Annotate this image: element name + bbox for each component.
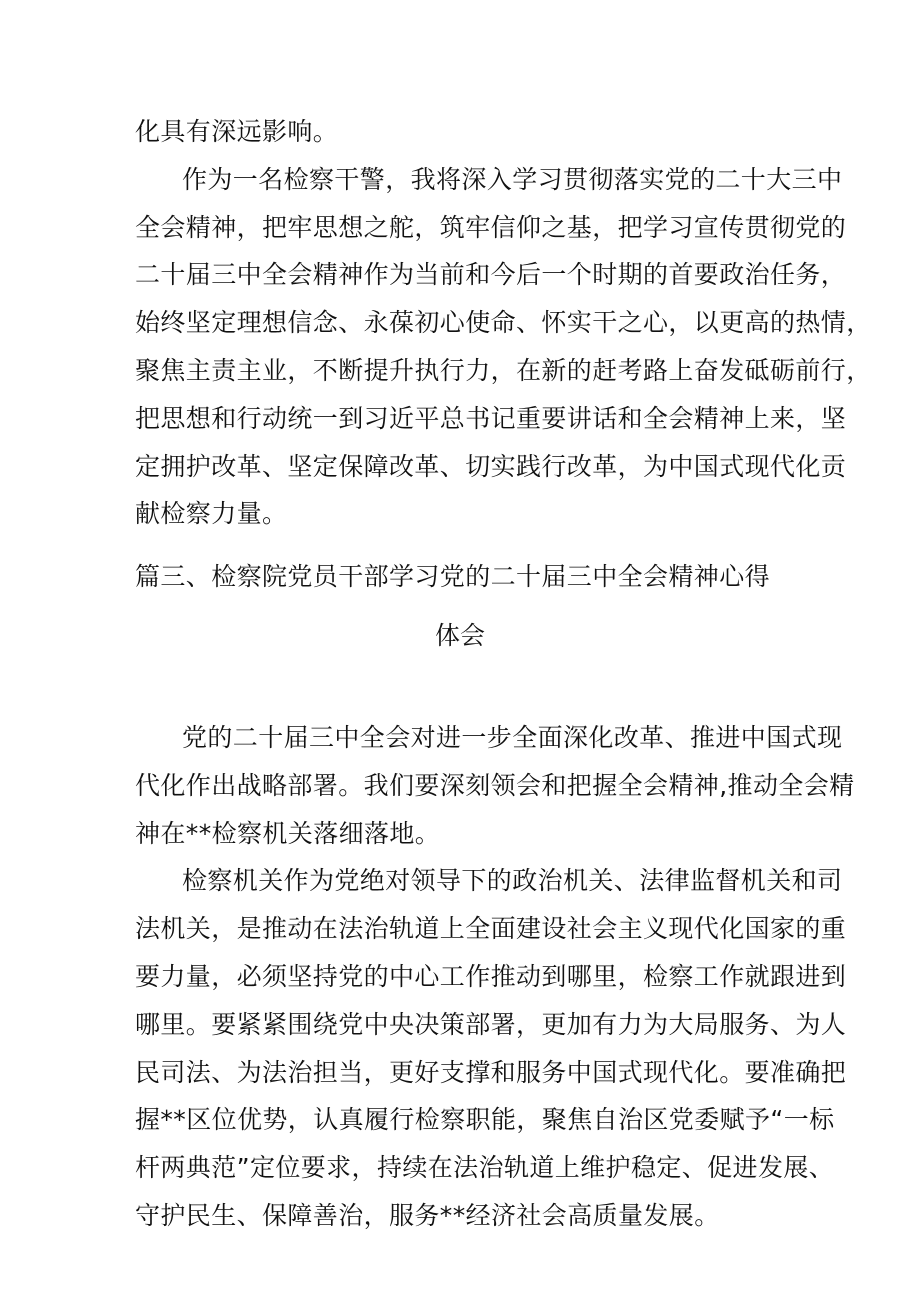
text-line: 哪里。要紧紧围绕党中央决策部署，更加有力为大局服务、为人 [135,1010,847,1039]
text-line: 聚焦主责主业，不断提升执行力，在新的赶考路上奋发砥砺前行， [135,356,872,385]
paragraph-first-line: 作为一名检察干警，我将深入学习贯彻落实党的二十大三中 [182,165,843,194]
text-line: 把思想和行动统一到习近平总书记重要讲话和全会精神上来，坚 [135,404,847,433]
text-line: 法机关，是推动在法治轨道上全面建设社会主义现代化国家的重 [135,914,847,943]
paragraph-first-line: 检察机关作为党绝对领导下的政治机关、法律监督机关和司 [182,866,843,895]
text-line: 全会精神，把牢思想之舵，筑牢信仰之基，把学习宣传贯彻党的 [135,213,847,242]
text-line: 代化作出战略部署。我们要深刻领会和把握全会精神,推动全会精 [135,771,855,800]
text-line: 献检察力量。 [135,499,288,528]
text-line: 神在**检察机关落细落地。 [135,819,441,848]
text-line: 民司法、为法治担当，更好支撑和服务中国式现代化。要准确把 [135,1058,847,1087]
paragraph-first-line: 党的二十届三中全会对进一步全面深化改革、推进中国式现 [182,723,843,752]
text-line: 二十届三中全会精神作为当前和今后一个时期的首要政治任务， [135,260,847,289]
section-heading-continued: 体会 [434,621,485,650]
text-line: 定拥护改革、坚定保障改革、切实践行改革，为中国式现代化贡 [135,452,847,481]
text-line: 化具有深远影响。 [135,117,339,146]
text-line: 握**区位优势，认真履行检察职能，聚焦自治区党委赋予“一标 [135,1105,835,1134]
text-line: 守护民生、保障善治，服务**经济社会高质量发展。 [135,1201,720,1230]
text-line: 始终坚定理想信念、永葆初心使命、怀实干之心，以更高的热情， [135,308,872,337]
text-line: 要力量，必须坚持党的中心工作推动到哪里，检察工作就跟进到 [135,962,847,991]
section-heading: 篇三、检察院党员干部学习党的二十届三中全会精神心得 [135,562,771,591]
text-line: 杆两典范”定位要求，持续在法治轨道上维护稳定、促进发展、 [135,1153,835,1182]
